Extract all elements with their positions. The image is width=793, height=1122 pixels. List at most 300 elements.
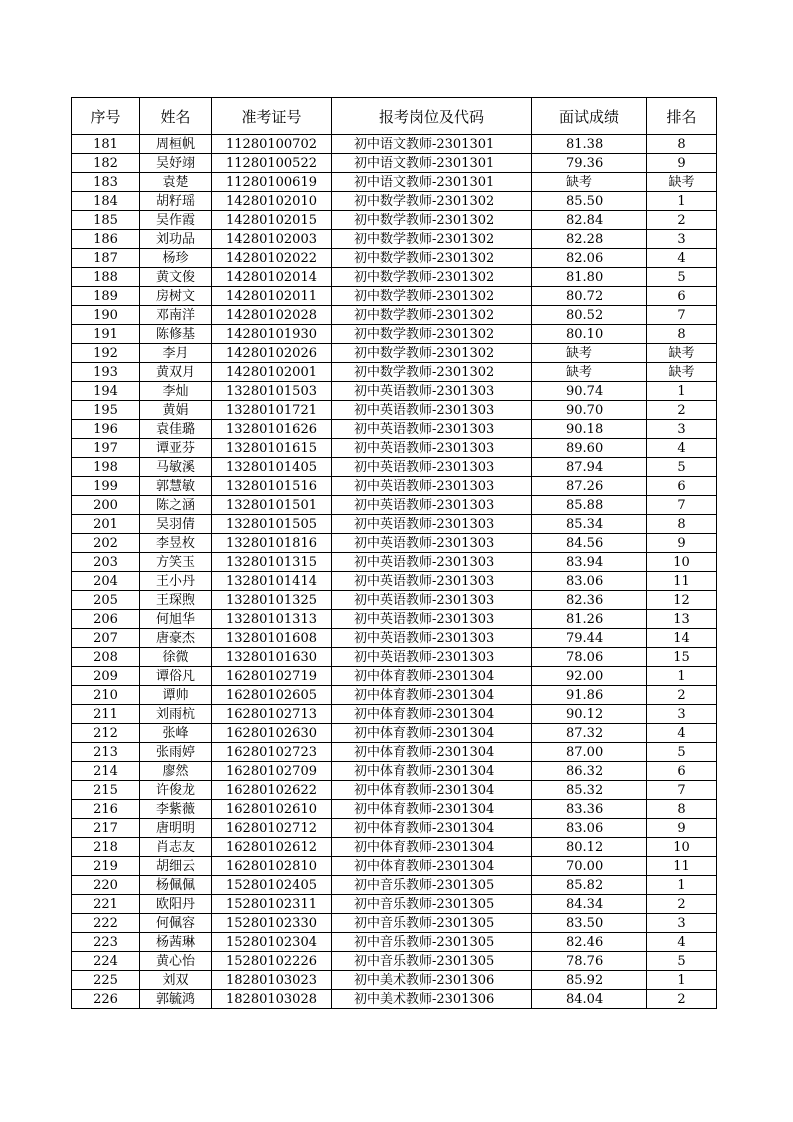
- cell-ticket: 15280102226: [212, 952, 332, 971]
- cell-score: 83.36: [532, 800, 647, 819]
- cell-seq: 213: [72, 743, 140, 762]
- cell-post: 初中音乐教师-2301305: [332, 895, 532, 914]
- cell-rank: 2: [647, 211, 717, 230]
- cell-name: 谭亚芬: [140, 439, 212, 458]
- cell-post: 初中美术教师-2301306: [332, 990, 532, 1009]
- cell-score: 79.44: [532, 629, 647, 648]
- score-table: [71, 97, 717, 1009]
- cell-rank: 9: [647, 819, 717, 838]
- cell-name: 杨茜琳: [140, 933, 212, 952]
- cell-score: 85.32: [532, 781, 647, 800]
- cell-seq: 205: [72, 591, 140, 610]
- cell-post: 初中英语教师-2301303: [332, 420, 532, 439]
- cell-post: 初中数学教师-2301302: [332, 306, 532, 325]
- table-row: [72, 496, 717, 515]
- cell-post: 初中英语教师-2301303: [332, 439, 532, 458]
- cell-post: 初中英语教师-2301303: [332, 534, 532, 553]
- table-row: [72, 572, 717, 591]
- cell-rank: 9: [647, 534, 717, 553]
- cell-seq: 193: [72, 363, 140, 382]
- cell-rank: 4: [647, 249, 717, 268]
- cell-ticket: 13280101516: [212, 477, 332, 496]
- cell-score: 82.36: [532, 591, 647, 610]
- table-row: [72, 914, 717, 933]
- cell-score: 80.12: [532, 838, 647, 857]
- cell-name: 王小丹: [140, 572, 212, 591]
- cell-score: 90.12: [532, 705, 647, 724]
- cell-ticket: 14280102014: [212, 268, 332, 287]
- cell-rank: 缺考: [647, 173, 717, 192]
- cell-post: 初中数学教师-2301302: [332, 211, 532, 230]
- cell-seq: 199: [72, 477, 140, 496]
- table-row: [72, 971, 717, 990]
- cell-post: 初中英语教师-2301303: [332, 610, 532, 629]
- cell-name: 杨珍: [140, 249, 212, 268]
- table-row: [72, 515, 717, 534]
- cell-rank: 2: [647, 895, 717, 914]
- cell-seq: 190: [72, 306, 140, 325]
- cell-post: 初中体育教师-2301304: [332, 781, 532, 800]
- cell-ticket: 14280102003: [212, 230, 332, 249]
- cell-name: 何旭华: [140, 610, 212, 629]
- cell-ticket: 13280101816: [212, 534, 332, 553]
- cell-ticket: 14280102028: [212, 306, 332, 325]
- cell-rank: 7: [647, 496, 717, 515]
- table-row: [72, 192, 717, 211]
- table-row: [72, 287, 717, 306]
- cell-score: 87.32: [532, 724, 647, 743]
- cell-ticket: 16280102713: [212, 705, 332, 724]
- cell-post: 初中语文教师-2301301: [332, 173, 532, 192]
- cell-post: 初中英语教师-2301303: [332, 553, 532, 572]
- cell-ticket: 16280102810: [212, 857, 332, 876]
- cell-ticket: 15280102304: [212, 933, 332, 952]
- table-row: [72, 154, 717, 173]
- cell-name: 李灿: [140, 382, 212, 401]
- cell-ticket: 13280101503: [212, 382, 332, 401]
- cell-score: 92.00: [532, 667, 647, 686]
- table-row: [72, 876, 717, 895]
- cell-seq: 183: [72, 173, 140, 192]
- cell-post: 初中体育教师-2301304: [332, 705, 532, 724]
- table-row: [72, 382, 717, 401]
- cell-score: 缺考: [532, 363, 647, 382]
- cell-score: 81.38: [532, 135, 647, 154]
- cell-rank: 7: [647, 306, 717, 325]
- cell-name: 李昱枚: [140, 534, 212, 553]
- cell-rank: 14: [647, 629, 717, 648]
- cell-seq: 204: [72, 572, 140, 591]
- table-row: [72, 629, 717, 648]
- cell-rank: 10: [647, 838, 717, 857]
- cell-rank: 4: [647, 439, 717, 458]
- cell-post: 初中语文教师-2301301: [332, 154, 532, 173]
- cell-ticket: 16280102612: [212, 838, 332, 857]
- cell-seq: 203: [72, 553, 140, 572]
- cell-rank: 3: [647, 230, 717, 249]
- cell-rank: 5: [647, 268, 717, 287]
- cell-score: 78.76: [532, 952, 647, 971]
- cell-post: 初中数学教师-2301302: [332, 268, 532, 287]
- cell-score: 86.32: [532, 762, 647, 781]
- cell-name: 周桓帆: [140, 135, 212, 154]
- cell-name: 袁楚: [140, 173, 212, 192]
- cell-score: 87.26: [532, 477, 647, 496]
- cell-post: 初中美术教师-2301306: [332, 971, 532, 990]
- cell-score: 缺考: [532, 173, 647, 192]
- cell-rank: 5: [647, 458, 717, 477]
- cell-rank: 10: [647, 553, 717, 572]
- cell-score: 82.46: [532, 933, 647, 952]
- cell-post: 初中体育教师-2301304: [332, 819, 532, 838]
- cell-ticket: 16280102630: [212, 724, 332, 743]
- table-row: [72, 724, 717, 743]
- cell-name: 刘雨杭: [140, 705, 212, 724]
- cell-seq: 224: [72, 952, 140, 971]
- table-row: [72, 553, 717, 572]
- header-row: [72, 98, 717, 135]
- cell-ticket: 16280102712: [212, 819, 332, 838]
- cell-ticket: 13280101315: [212, 553, 332, 572]
- cell-name: 吴妤翊: [140, 154, 212, 173]
- cell-name: 邓南洋: [140, 306, 212, 325]
- cell-seq: 182: [72, 154, 140, 173]
- cell-rank: 6: [647, 762, 717, 781]
- cell-seq: 226: [72, 990, 140, 1009]
- cell-rank: 6: [647, 477, 717, 496]
- cell-name: 唐豪杰: [140, 629, 212, 648]
- cell-ticket: 18280103028: [212, 990, 332, 1009]
- table-row: [72, 173, 717, 192]
- cell-rank: 8: [647, 135, 717, 154]
- cell-name: 李紫薇: [140, 800, 212, 819]
- cell-ticket: 13280101414: [212, 572, 332, 591]
- cell-name: 吴作霞: [140, 211, 212, 230]
- cell-rank: 3: [647, 705, 717, 724]
- header-seq: 序号: [72, 98, 140, 135]
- cell-rank: 11: [647, 857, 717, 876]
- cell-score: 85.50: [532, 192, 647, 211]
- cell-post: 初中英语教师-2301303: [332, 648, 532, 667]
- cell-post: 初中英语教师-2301303: [332, 477, 532, 496]
- cell-rank: 1: [647, 971, 717, 990]
- cell-seq: 189: [72, 287, 140, 306]
- cell-ticket: 11280100522: [212, 154, 332, 173]
- cell-ticket: 16280102622: [212, 781, 332, 800]
- table-row: [72, 781, 717, 800]
- cell-ticket: 16280102719: [212, 667, 332, 686]
- cell-seq: 184: [72, 192, 140, 211]
- cell-seq: 215: [72, 781, 140, 800]
- cell-seq: 221: [72, 895, 140, 914]
- cell-rank: 8: [647, 800, 717, 819]
- table-row: [72, 648, 717, 667]
- cell-rank: 4: [647, 724, 717, 743]
- cell-ticket: 15280102330: [212, 914, 332, 933]
- cell-rank: 3: [647, 420, 717, 439]
- cell-name: 方笑玉: [140, 553, 212, 572]
- header-rank: 排名: [647, 98, 717, 135]
- cell-rank: 7: [647, 781, 717, 800]
- cell-name: 杨佩佩: [140, 876, 212, 895]
- cell-ticket: 14280102010: [212, 192, 332, 211]
- cell-post: 初中英语教师-2301303: [332, 591, 532, 610]
- table-row: [72, 401, 717, 420]
- cell-name: 黄双月: [140, 363, 212, 382]
- cell-rank: 8: [647, 515, 717, 534]
- cell-ticket: 14280101930: [212, 325, 332, 344]
- cell-seq: 188: [72, 268, 140, 287]
- cell-score: 80.72: [532, 287, 647, 306]
- cell-post: 初中体育教师-2301304: [332, 686, 532, 705]
- cell-ticket: 14280102011: [212, 287, 332, 306]
- table-row: [72, 458, 717, 477]
- cell-name: 陈修基: [140, 325, 212, 344]
- header-score: 面试成绩: [532, 98, 647, 135]
- cell-name: 唐明明: [140, 819, 212, 838]
- cell-score: 90.74: [532, 382, 647, 401]
- cell-ticket: 13280101615: [212, 439, 332, 458]
- cell-ticket: 13280101608: [212, 629, 332, 648]
- cell-name: 何佩容: [140, 914, 212, 933]
- cell-name: 张雨婷: [140, 743, 212, 762]
- cell-seq: 225: [72, 971, 140, 990]
- table-row: [72, 306, 717, 325]
- cell-post: 初中英语教师-2301303: [332, 629, 532, 648]
- cell-rank: 13: [647, 610, 717, 629]
- cell-post: 初中数学教师-2301302: [332, 363, 532, 382]
- cell-ticket: 15280102311: [212, 895, 332, 914]
- cell-ticket: 16280102723: [212, 743, 332, 762]
- cell-rank: 1: [647, 382, 717, 401]
- cell-rank: 1: [647, 667, 717, 686]
- cell-name: 许俊龙: [140, 781, 212, 800]
- cell-score: 83.94: [532, 553, 647, 572]
- cell-ticket: 13280101405: [212, 458, 332, 477]
- cell-rank: 6: [647, 287, 717, 306]
- cell-name: 陈之涵: [140, 496, 212, 515]
- table-row: [72, 363, 717, 382]
- cell-score: 84.34: [532, 895, 647, 914]
- table-row: [72, 857, 717, 876]
- cell-ticket: 13280101313: [212, 610, 332, 629]
- cell-seq: 181: [72, 135, 140, 154]
- cell-ticket: 13280101505: [212, 515, 332, 534]
- cell-rank: 2: [647, 401, 717, 420]
- cell-name: 马敏溪: [140, 458, 212, 477]
- cell-post: 初中英语教师-2301303: [332, 458, 532, 477]
- cell-score: 78.06: [532, 648, 647, 667]
- cell-score: 81.80: [532, 268, 647, 287]
- cell-score: 85.34: [532, 515, 647, 534]
- cell-rank: 2: [647, 990, 717, 1009]
- cell-seq: 220: [72, 876, 140, 895]
- cell-seq: 218: [72, 838, 140, 857]
- table-row: [72, 743, 717, 762]
- table-row: [72, 420, 717, 439]
- cell-post: 初中数学教师-2301302: [332, 249, 532, 268]
- table-row: [72, 591, 717, 610]
- cell-score: 89.60: [532, 439, 647, 458]
- cell-post: 初中数学教师-2301302: [332, 325, 532, 344]
- cell-name: 徐微: [140, 648, 212, 667]
- cell-seq: 185: [72, 211, 140, 230]
- table-row: [72, 762, 717, 781]
- table-row: [72, 705, 717, 724]
- cell-post: 初中体育教师-2301304: [332, 838, 532, 857]
- cell-seq: 211: [72, 705, 140, 724]
- cell-score: 84.04: [532, 990, 647, 1009]
- cell-seq: 222: [72, 914, 140, 933]
- cell-seq: 200: [72, 496, 140, 515]
- cell-seq: 187: [72, 249, 140, 268]
- cell-post: 初中数学教师-2301302: [332, 230, 532, 249]
- table-row: [72, 249, 717, 268]
- cell-post: 初中数学教师-2301302: [332, 344, 532, 363]
- cell-score: 80.52: [532, 306, 647, 325]
- cell-rank: 缺考: [647, 363, 717, 382]
- cell-name: 刘双: [140, 971, 212, 990]
- cell-score: 79.36: [532, 154, 647, 173]
- cell-post: 初中英语教师-2301303: [332, 382, 532, 401]
- cell-name: 吴羽倩: [140, 515, 212, 534]
- cell-post: 初中体育教师-2301304: [332, 800, 532, 819]
- cell-post: 初中英语教师-2301303: [332, 572, 532, 591]
- cell-post: 初中数学教师-2301302: [332, 192, 532, 211]
- cell-name: 张峰: [140, 724, 212, 743]
- table-body: [72, 135, 717, 1009]
- cell-rank: 4: [647, 933, 717, 952]
- cell-post: 初中语文教师-2301301: [332, 135, 532, 154]
- table-row: [72, 819, 717, 838]
- cell-name: 郭慧敏: [140, 477, 212, 496]
- cell-name: 胡籽瑶: [140, 192, 212, 211]
- cell-post: 初中体育教师-2301304: [332, 667, 532, 686]
- cell-name: 黄心怡: [140, 952, 212, 971]
- table-row: [72, 534, 717, 553]
- cell-post: 初中音乐教师-2301305: [332, 952, 532, 971]
- cell-post: 初中数学教师-2301302: [332, 287, 532, 306]
- cell-post: 初中体育教师-2301304: [332, 762, 532, 781]
- cell-score: 91.86: [532, 686, 647, 705]
- cell-ticket: 13280101325: [212, 591, 332, 610]
- cell-ticket: 16280102605: [212, 686, 332, 705]
- cell-ticket: 14280102026: [212, 344, 332, 363]
- cell-score: 70.00: [532, 857, 647, 876]
- cell-rank: 1: [647, 876, 717, 895]
- cell-score: 84.56: [532, 534, 647, 553]
- table-row: [72, 990, 717, 1009]
- cell-score: 80.10: [532, 325, 647, 344]
- cell-seq: 207: [72, 629, 140, 648]
- cell-seq: 223: [72, 933, 140, 952]
- cell-score: 缺考: [532, 344, 647, 363]
- cell-rank: 11: [647, 572, 717, 591]
- cell-seq: 216: [72, 800, 140, 819]
- cell-ticket: 14280102001: [212, 363, 332, 382]
- cell-post: 初中英语教师-2301303: [332, 496, 532, 515]
- cell-rank: 5: [647, 743, 717, 762]
- table-row: [72, 135, 717, 154]
- cell-name: 廖然: [140, 762, 212, 781]
- cell-score: 82.84: [532, 211, 647, 230]
- cell-post: 初中英语教师-2301303: [332, 401, 532, 420]
- cell-score: 90.18: [532, 420, 647, 439]
- header-post: 报考岗位及代码: [332, 98, 532, 135]
- table-row: [72, 610, 717, 629]
- cell-seq: 212: [72, 724, 140, 743]
- table-row: [72, 230, 717, 249]
- cell-ticket: 15280102405: [212, 876, 332, 895]
- cell-post: 初中体育教师-2301304: [332, 724, 532, 743]
- cell-score: 90.70: [532, 401, 647, 420]
- cell-seq: 208: [72, 648, 140, 667]
- cell-seq: 194: [72, 382, 140, 401]
- table-row: [72, 211, 717, 230]
- cell-post: 初中体育教师-2301304: [332, 743, 532, 762]
- cell-name: 李月: [140, 344, 212, 363]
- table-row: [72, 268, 717, 287]
- cell-seq: 206: [72, 610, 140, 629]
- cell-score: 85.88: [532, 496, 647, 515]
- cell-seq: 202: [72, 534, 140, 553]
- cell-name: 欧阳丹: [140, 895, 212, 914]
- header-ticket: 准考证号: [212, 98, 332, 135]
- cell-ticket: 13280101501: [212, 496, 332, 515]
- cell-post: 初中音乐教师-2301305: [332, 914, 532, 933]
- cell-rank: 3: [647, 914, 717, 933]
- cell-name: 袁佳璐: [140, 420, 212, 439]
- cell-name: 肖志友: [140, 838, 212, 857]
- cell-name: 胡细云: [140, 857, 212, 876]
- cell-rank: 15: [647, 648, 717, 667]
- table-row: [72, 933, 717, 952]
- cell-ticket: 13280101721: [212, 401, 332, 420]
- cell-name: 谭俗凡: [140, 667, 212, 686]
- cell-ticket: 11280100619: [212, 173, 332, 192]
- cell-score: 87.00: [532, 743, 647, 762]
- cell-score: 82.06: [532, 249, 647, 268]
- cell-seq: 219: [72, 857, 140, 876]
- table-row: [72, 686, 717, 705]
- table-row: [72, 344, 717, 363]
- cell-score: 87.94: [532, 458, 647, 477]
- cell-seq: 192: [72, 344, 140, 363]
- cell-name: 郭毓鸿: [140, 990, 212, 1009]
- cell-seq: 210: [72, 686, 140, 705]
- cell-rank: 2: [647, 686, 717, 705]
- cell-post: 初中体育教师-2301304: [332, 857, 532, 876]
- cell-post: 初中音乐教师-2301305: [332, 933, 532, 952]
- cell-ticket: 18280103023: [212, 971, 332, 990]
- cell-score: 85.92: [532, 971, 647, 990]
- cell-ticket: 16280102610: [212, 800, 332, 819]
- cell-seq: 195: [72, 401, 140, 420]
- table-row: [72, 667, 717, 686]
- cell-score: 81.26: [532, 610, 647, 629]
- cell-name: 房树文: [140, 287, 212, 306]
- cell-score: 85.82: [532, 876, 647, 895]
- cell-rank: 5: [647, 952, 717, 971]
- cell-rank: 1: [647, 192, 717, 211]
- table-row: [72, 838, 717, 857]
- cell-ticket: 13280101626: [212, 420, 332, 439]
- cell-score: 83.06: [532, 572, 647, 591]
- cell-ticket: 16280102709: [212, 762, 332, 781]
- cell-rank: 9: [647, 154, 717, 173]
- cell-seq: 214: [72, 762, 140, 781]
- cell-rank: 缺考: [647, 344, 717, 363]
